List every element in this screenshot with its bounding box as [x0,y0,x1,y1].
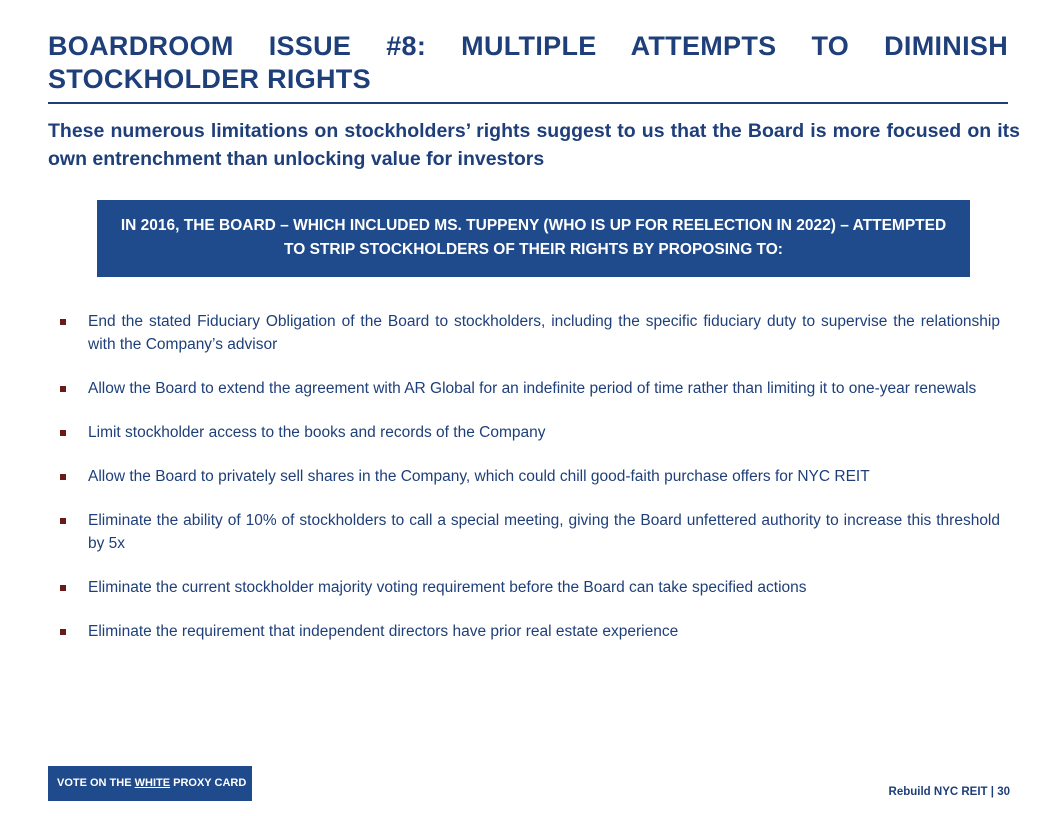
vote-suffix: PROXY CARD [170,777,247,789]
callout-text: IN 2016, THE BOARD – WHICH INCLUDED MS. TUPPENY (WHO IS UP FOR REELECTION IN 2022) – ATTEMPTED TO STRIP STOCKHOLDERS OF THEIR RIGHTS BY PROPOSING TO: [120,217,947,258]
square-bullet-icon [60,386,66,392]
page-number: 30 [997,786,1010,798]
list-item [58,576,1000,599]
vote-proxy-card-banner [48,766,252,801]
square-bullet-icon [60,474,66,480]
square-bullet-icon [60,319,66,325]
list-item [58,310,1000,356]
list-item-text: End the stated Fiduciary Obligation of the Board to stockholders, including the specific fiduciary duty to supervise the relationship with the Company’s advisor [88,313,1000,353]
list-item [58,465,1000,488]
footer-brand: Rebuild NYC REIT [888,786,988,798]
list-item [58,377,1000,400]
list-item [58,421,1000,444]
list-item-text: Allow the Board to privately sell shares in the Company, which could chill good-faith purchase offers for NYC REIT [88,468,870,485]
square-bullet-icon [60,430,66,436]
list-item-text: Limit stockholder access to the books and records of the Company [88,424,546,441]
callout-box [97,200,970,277]
list-item [58,509,1000,555]
square-bullet-icon [60,585,66,591]
title-divider [48,102,1008,104]
page-title: BOARDROOM ISSUE #8: MULTIPLE ATTEMPTS TO DIMINISH STOCKHOLDER RIGHTS [48,31,1008,94]
list-item [58,620,1000,643]
square-bullet-icon [60,518,66,524]
list-item-text: Eliminate the ability of 10% of stockholders to call a special meeting, giving the Board unfettered authority to increase this threshold by 5x [88,512,1000,552]
list-item-text: Eliminate the current stockholder majority voting requirement before the Board can take specified actions [88,579,807,596]
page-subtitle: These numerous limitations on stockholders’ rights suggest to us that the Board is more focused on its own entrenchment than unlocking value for investors [48,120,1020,170]
square-bullet-icon [60,629,66,635]
list-item-text: Allow the Board to extend the agreement with AR Global for an indefinite period of time rather than limiting it to one-year renewals [88,380,977,397]
proposal-list [58,310,1000,664]
vote-highlight: WHITE [134,777,171,789]
page-footer [889,785,1010,799]
list-item-text: Eliminate the requirement that independent directors have prior real estate experience [88,623,679,640]
footer-separator: | [990,786,994,798]
vote-prefix: VOTE ON THE [57,777,135,789]
